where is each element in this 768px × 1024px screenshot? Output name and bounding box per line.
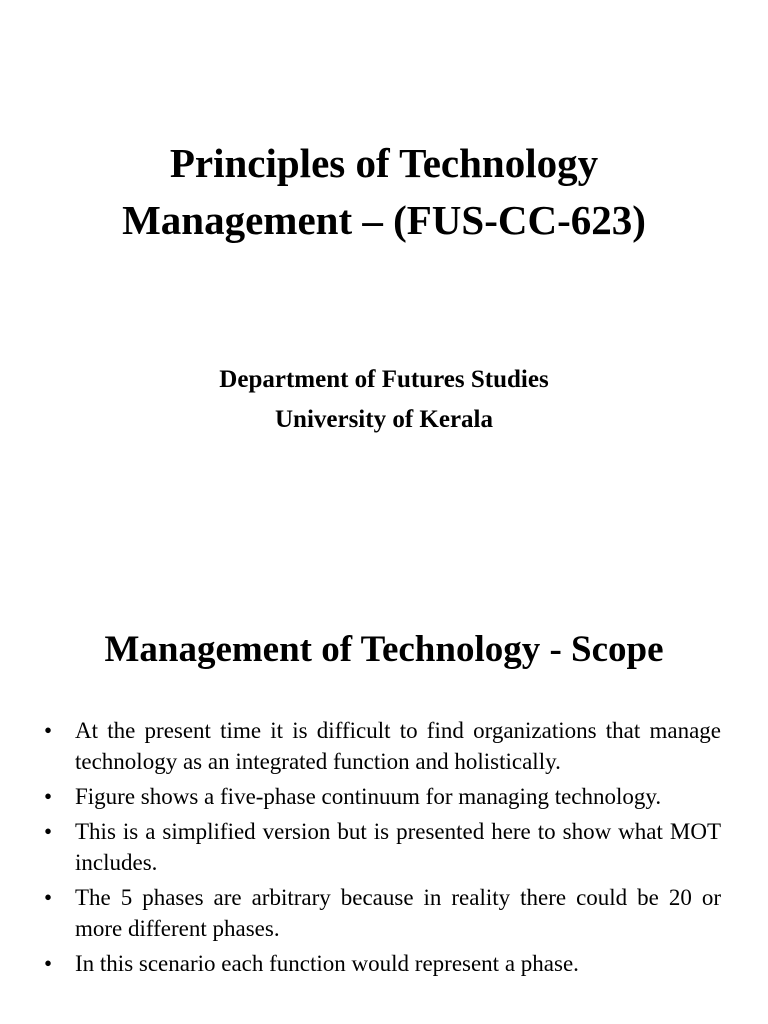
bullet-item — [44, 781, 721, 812]
bullet-text: The 5 phases are arbitrary because in reality there could be 20 or more different phases. — [75, 885, 721, 941]
bullet-point-icon: • — [44, 784, 53, 809]
bullet-text: In this scenario each function would represent a phase. — [75, 951, 579, 976]
bullet-list — [44, 715, 721, 983]
bullet-item — [44, 948, 721, 979]
bullet-text: Figure shows a five-phase continuum for managing technology. — [75, 784, 662, 809]
department-name: Department of Futures Studies — [219, 366, 549, 393]
bullet-item — [44, 816, 721, 878]
bullet-text: This is a simplified version but is presented here to show what MOT includes. — [75, 819, 721, 875]
bullet-item — [44, 882, 721, 944]
bullet-point-icon: • — [44, 718, 53, 743]
bullet-point-icon: • — [44, 951, 53, 976]
scope-slide — [0, 560, 768, 1024]
bullet-point-icon: • — [44, 885, 53, 910]
slide-subtitle — [0, 360, 768, 440]
title-line-2: Management – (FUS-CC-623) — [122, 197, 646, 243]
university-name: University of Kerala — [274, 406, 493, 433]
title-line-1: Principles of Technology — [169, 140, 599, 186]
bullet-item — [44, 715, 721, 777]
scope-heading: Management of Technology - Scope — [104, 629, 664, 670]
bullet-point-icon: • — [44, 819, 53, 844]
slide-title — [0, 135, 768, 249]
bullet-text: At the present time it is difficult to find organizations that manage technology as an integrated function and holistically. — [75, 718, 721, 774]
